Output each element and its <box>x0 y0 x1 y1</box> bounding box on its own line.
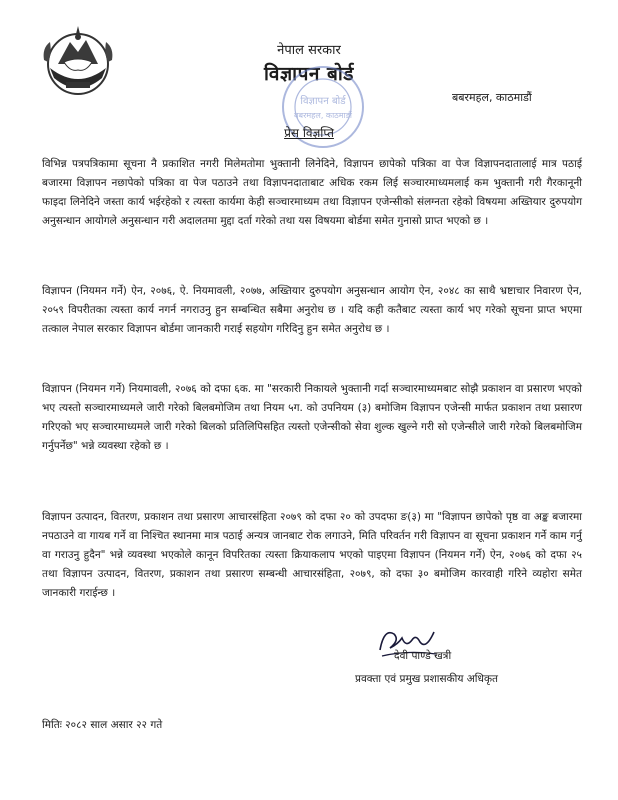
board-name-heading: विज्ञापन बोर्ड <box>264 63 354 85</box>
government-heading: नेपाल सरकार <box>277 43 341 58</box>
signatory-name: देवी पाण्डे खत्री <box>394 650 452 662</box>
paragraph-3: विज्ञापन (नियमन गर्ने) नियमावली, २०७६ को दफा ६क. मा "सरकारी निकायले भुक्तानी गर्दा सञ्चारमाध्यमबाट सोझै प्रकाशन वा प्रसारण भएको भए त्यस्तो सञ्चारमाध्यमले जारी गरेको बिलबमोजिम तथा नियम ५ग. को उपनियम (३) बमोजिम विज्ञापन एजेन्सी मार्फत प्रकाशन तथा प्रसारण गरिएको भए सञ्चारमाध्यमले जारी गरेको बिलको प्रतिलिपिसहित त्यस्तो एजेन्सीको सेवा शुल्क खुल्ने गरी सो एजेन्सीले जारी गरेको बिलबमोजिम गर्नुपर्नेछ" भन्ने व्यवस्था रहेको छ । <box>42 383 582 452</box>
paragraph-1: विभिन्न पत्रपत्रिकामा सूचना नै प्रकाशित नगरी मिलेमतोमा भुक्तानी लिनेदिने, विज्ञापन छापेको पत्रिका वा पेज विज्ञापनदातालाई मात्र पठाई बजारमा विज्ञापन नछापेको पत्रिका वा पेज पठाउने तथा विज्ञापनदाताबाट अधिक रकम लिई सञ्चारमाध्यमलाई कम भुक्तानी गरी गैरकानूनी फाइदा लिनेदिने जस्ता कार्य भईरहेको र त्यस्ता कार्यमा केही सञ्चारमाध्यम तथा विज्ञापन एजेन्सीको संलग्नता रहेको विषयमा अख्तियार दुरुपयोग अनुसन्धान आयोगले अनुसन्धान गरी अदालतमा मुद्दा दर्ता गरेको तथा यस विषयमा बोर्डमा समेत गुनासो प्राप्त भएको छ । <box>42 158 582 227</box>
stamp-text-top: विज्ञापन बोर्ड <box>300 96 346 107</box>
paragraph-2: विज्ञापन (नियमन गर्ने) ऐन, २०७६, ऐ. नियमावली, २०७७, अख्तियार दुरुपयोग अनुसन्धान आयोग ऐन, २०४८ का साथै भ्रष्टाचार निवारण ऐन, २०५९ विपरीतका त्यस्ता कार्य नगर्न नगराउनु हुन सम्बन्धित सबैमा अनुरोध छ । यदि कही कतैबाट त्यस्ता कार्य भए गरेको सूचना प्राप्त भएमा तत्काल नेपाल सरकार विज्ञापन बोर्डमा जानकारी गराई सहयोग गरिदिनु हुन समेत अनुरोध छ । <box>42 285 582 335</box>
date-line: मितिः २०८२ साल असार २२ गते <box>42 719 163 731</box>
stamp-text-bottom: बबरमहल, काठमाडौं <box>293 111 353 120</box>
office-location: बबरमहल, काठमाडौं <box>452 91 532 104</box>
paragraph-4: विज्ञापन उत्पादन, वितरण, प्रकाशन तथा प्रसारण आचारसंहिता २०७९ को दफा २० को उपदफा ङ(३) मा "विज्ञापन छापेको पृष्ठ वा अङ्क बजारमा नपठाउने वा गायब गर्ने वा निश्चित स्थानमा मात्र पठाई अन्यत्र जानबाट रोक लगाउने, मिति परिवर्तन गरी विज्ञापन वा सूचना प्रकाशन गर्ने काम गर्नु वा गराउनु हुदैन" भन्ने व्यवस्था भएकोले कानून विपरितका त्यस्ता क्रियाकलाप भएको पाइएमा विज्ञापन (नियमन गर्ने) ऐन, २०७६ को दफा २५ तथा विज्ञापन उत्पादन, वितरण, प्रकाशन तथा प्रसारण सम्बन्धी आचारसंहिता, २०७९, को दफा ३० बमोजिम कारवाही गरिने व्यहोरा समेत जानकारी गराईन्छ । <box>42 511 582 599</box>
document-title: प्रेस विज्ञप्ति <box>284 126 334 140</box>
signatory-designation: प्रवक्ता एवं प्रमुख प्रशासकीय अधिकृत <box>355 673 499 685</box>
